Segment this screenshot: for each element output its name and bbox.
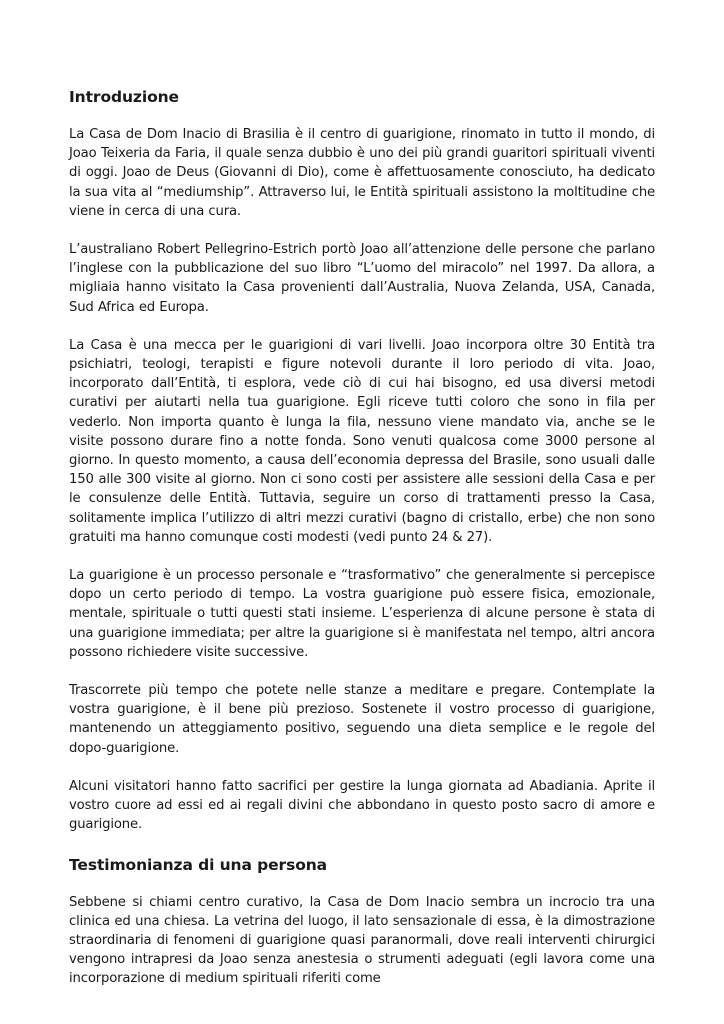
section-heading-introduzione: Introduzione [69, 88, 179, 106]
paragraph-intro-6: Alcuni visitatori hanno fatto sacrifici per gestire la lunga giornata ad Abadiania. Aprite il vostro cuore ad essi ed ai regali divini che abbondano in questo posto sacro di amore e guarigione. [69, 778, 655, 833]
document-page [69, 86, 655, 989]
paragraph-intro-4: La guarigione è un processo personale e “trasformativo” che generalmente si percepisce dopo un certo periodo di tempo. La vostra guarigione può essere fisica, emozionale, mentale, spirituale o tutti questi stati insieme. L’esperienza di alcune persone è stata di una guarigione immediata; per altre la guarigione si è manifestata nel tempo, altri ancora possono richiedere visite successive. [69, 568, 655, 660]
paragraph-intro-5: Trascorrete più tempo che potete nelle stanze a meditare e pregare. Contemplate la vostra guarigione, è il bene più prezioso. Sostenete il vostro processo di guarigione, mantenendo un atteggiamento positivo, seguendo una dieta semplice e le regole del dopo-guarigione. [69, 683, 655, 756]
section-heading-testimonianza: Testimonianza di una persona [69, 855, 328, 874]
paragraph-testimony-1: Sebbene si chiami centro curativo, la Casa de Dom Inacio sembra un incrocio tra una clinica ed una chiesa. La vetrina del luogo, il lato sensazionale di essa, è la dimostrazione straordinaria di fenomeni di guarigione quasi paranormali, dove reali interventi chirurgici vengono intrapresi da Joao senza anestesia o strumenti adeguati (egli lavora come una incorporazione di medium spirituali riferiti come [69, 894, 655, 987]
paragraph-intro-3: La Casa è una mecca per le guarigioni di vari livelli. Joao incorpora oltre 30 Entità tra psichiatri, teologi, terapisti e figure notevoli durante il loro periodo di vita. Joao, incorporato dall’Entità, ti esplora, vede ciò di cui hai bisogno, ed usa diversi metodi curativi per aiutarti nella tua guarigione. Egli riceve tutti coloro che sono in fila per vederlo. Non importa quanto è lunga la fila, nessuno viene mandato via, anche se le visite possono durare fino a notte fonda. Sono venuti qualcosa come 3000 persone al giorno. In questo momento, a causa dell’economia depressa del Brasile, sono usuali dalle 150 alle 300 visite al giorno. Non ci sono costi per assistere alle sessioni della Casa e per le consulenze delle Entità. Tuttavia, seguire un corso di trattamenti presso la Casa, solitamente implica l’utilizzo di altri mezzi curativi (bagno di cristallo, erbe) che non sono gratuiti ma hanno comunque costi modesti (vedi punto 24 & 27). [69, 337, 655, 545]
paragraph-intro-1: La Casa de Dom Inacio di Brasilia è il centro di guarigione, rinomato in tutto il mondo, di Joao Teixeria da Faria, il quale senza dubbio è uno dei più grandi guaritori spirituali viventi di oggi. Joao de Deus (Giovanni di Dio), come è affettuosamente conosciuto, ha dedicato la sua vita al “mediumship”. Attraverso lui, le Entità spirituali assistono la moltitudine che viene in cerca di una cura. [69, 127, 655, 219]
paragraph-intro-2: L’australiano Robert Pellegrino-Estrich portò Joao all’attenzione delle persone che parlano l’inglese con la pubblicazione del suo libro “L’uomo del miracolo” nel 1997. Da allora, a migliaia hanno visitato la Casa provenienti dall’Australia, Nuova Zelanda, USA, Canada, Sud Africa ed Europa. [69, 242, 655, 315]
